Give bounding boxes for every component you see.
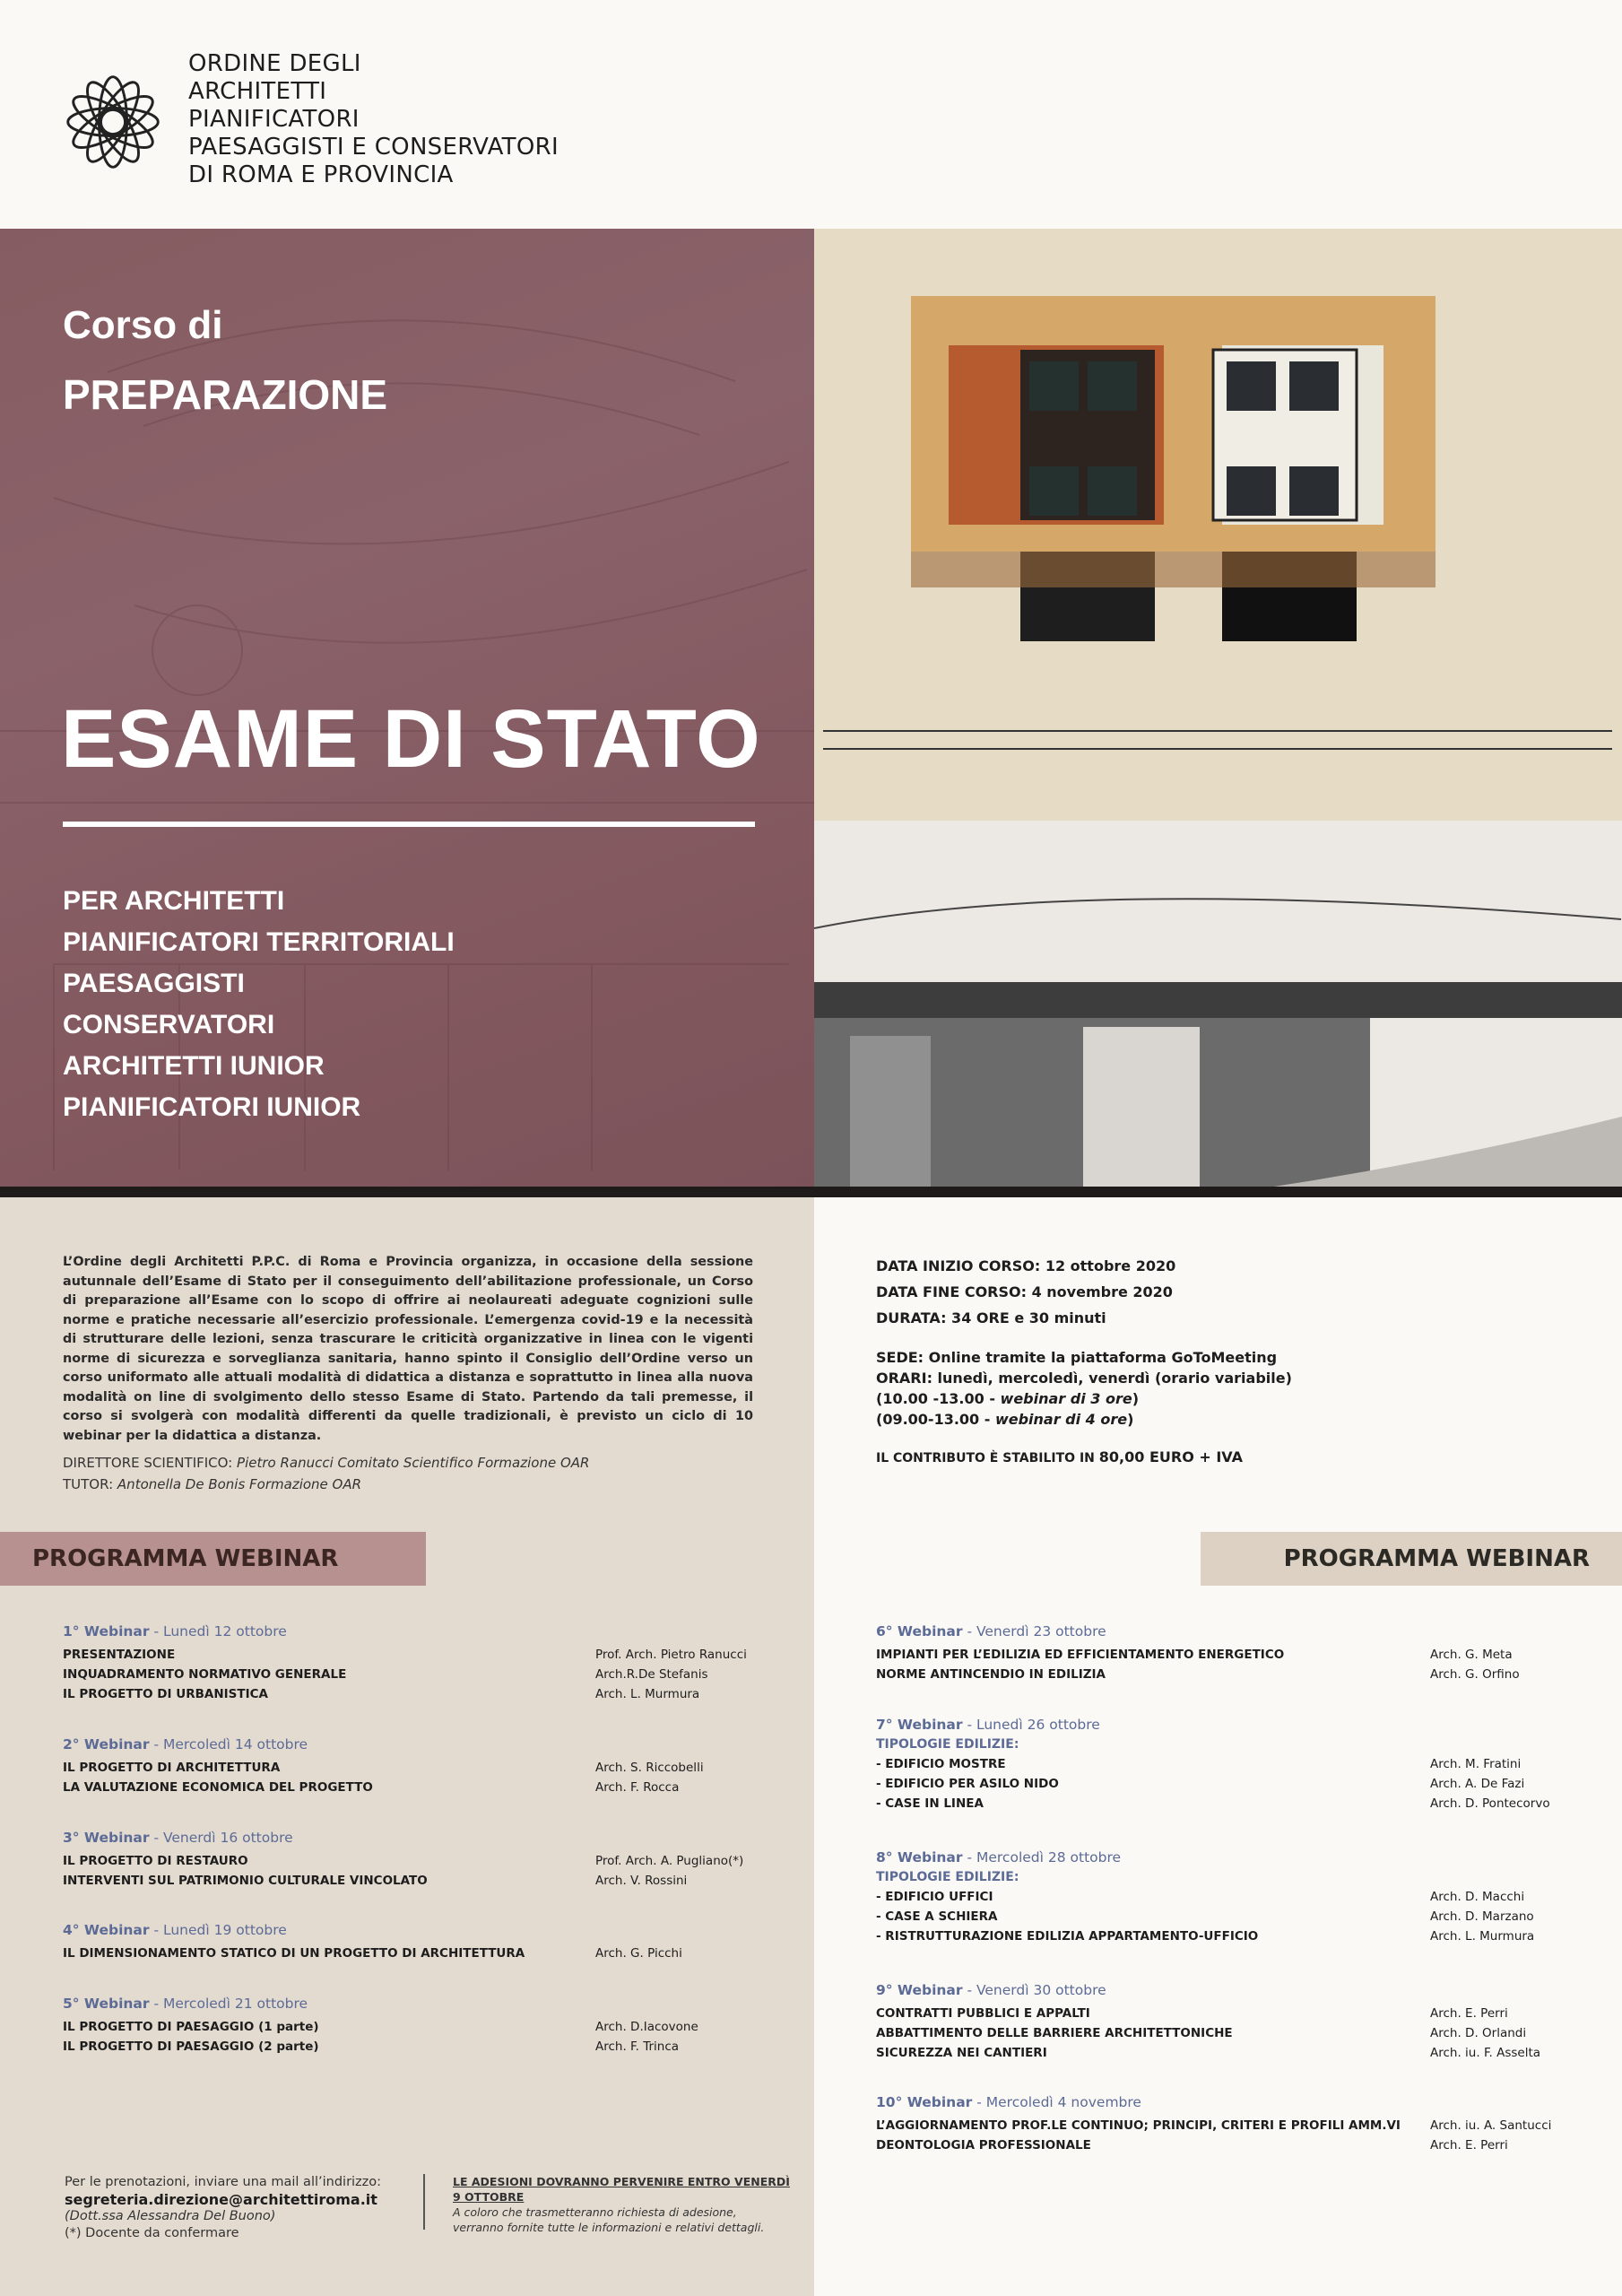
table-row: IL PROGETTO DI ARCHITETTURA Arch. S. Riccobelli <box>63 1761 704 1775</box>
audience-item: PAESAGGISTI <box>63 969 245 998</box>
webinar-block: 1° Webinar - Lunedì 12 ottobre PRESENTAZIONE Prof. Arch. Pietro Ranucci INQUADRAMENTO NORMATIVO GENERALE Arch.R.De Stefanis IL PROGETTO DI URBANISTICA Arch. L. Murmura <box>63 1623 753 1704</box>
table-row: IL PROGETTO DI PAESAGGIO (1 parte) Arch. D.Iacovone <box>63 2020 698 2034</box>
table-row: NORME ANTINCENDIO IN EDILIZIA Arch. G. Orfino <box>876 1667 1520 1682</box>
table-row: DEONTOLOGIA PROFESSIONALE Arch. E. Perri <box>876 2138 1508 2152</box>
audience-item: PER ARCHITETTI <box>63 886 285 916</box>
webinar-block: 8° Webinar - Mercoledì 28 ottobre TIPOLOGIE EDILIZIE: - EDIFICIO UFFICI Arch. D. Macchi - CASE A SCHIERA Arch. D. Marzano - RISTRUTTURAZIONE EDILIZIA APPARTAMENTO-UFFICIO Arch. L. Murmura <box>876 1849 1557 1946</box>
table-row: - EDIFICIO UFFICI Arch. D. Macchi <box>876 1890 1525 1904</box>
audience-item: CONSERVATORI <box>63 1010 275 1039</box>
tutor-value: Antonella De Bonis Formazione OAR <box>117 1476 362 1492</box>
subheading: TIPOLOGIE EDILIZIE: <box>876 1737 1019 1752</box>
table-row: - CASE A SCHIERA Arch. D. Marzano <box>876 1909 1534 1924</box>
table-row: - CASE IN LINEA Arch. D. Pontecorvo <box>876 1796 1550 1811</box>
table-row: - EDIFICIO MOSTRE Arch. M. Fratini <box>876 1757 1522 1771</box>
webinar-block: 9° Webinar - Venerdì 30 ottobre CONTRATTI PUBBLICI E APPALTI Arch. E. Perri ABBATTIMENTO DELLE BARRIERE ARCHITETTONICHE Arch. D. Orlandi SICUREZZA NEI CANTIERI Arch. iu. F. Asselta <box>876 1982 1557 2063</box>
course-subtitle: PREPARAZIONE <box>63 371 388 418</box>
org-line: PIANIFICATORI <box>188 106 360 133</box>
facade-drawing-image <box>814 229 1622 821</box>
director-label: DIRETTORE SCIENTIFICO: <box>63 1455 233 1471</box>
table-row: - EDIFICIO PER ASILO NIDO Arch. A. De Fazi <box>876 1777 1525 1791</box>
org-line: PAESAGGISTI E CONSERVATORI <box>188 134 559 161</box>
webinar-block: 3° Webinar - Venerdì 16 ottobre IL PROGETTO DI RESTAURO Prof. Arch. A. Pugliano(*) INTERVENTI SUL PATRIMONIO CULTURALE VINCOLATO Arch. V. Rossini <box>63 1830 753 1891</box>
table-row: CONTRATTI PUBBLICI E APPALTI Arch. E. Perri <box>876 2006 1508 2021</box>
webinar-block: 7° Webinar - Lunedì 26 ottobre TIPOLOGIE EDILIZIE: - EDIFICIO MOSTRE Arch. M. Fratini - EDIFICIO PER ASILO NIDO Arch. A. De Fazi - CASE IN LINEA Arch. D. Pontecorvo <box>876 1717 1557 1813</box>
end-date: DATA FINE CORSO: 4 novembre 2020 <box>876 1283 1173 1300</box>
tutor-label: TUTOR: <box>63 1476 114 1492</box>
header <box>0 0 1622 229</box>
table-row: L’AGGIORNAMENTO PROF.LE CONTINUO; PRINCIPI, CRITERI E PROFILI AMM.VI Arch. iu. A. Santucci <box>876 2118 1552 2133</box>
org-line: ORDINE DEGLI <box>188 50 361 77</box>
start-date: DATA INIZIO CORSO: 12 ottobre 2020 <box>876 1257 1176 1274</box>
audience-item: PIANIFICATORI TERRITORIALI <box>63 927 455 957</box>
director-value: Pietro Ranucci Comitato Scientifico Formazione OAR <box>237 1455 590 1471</box>
subheading: TIPOLOGIE EDILIZIE: <box>876 1870 1019 1884</box>
duration: DURATA: 34 ORE e 30 minuti <box>876 1309 1106 1326</box>
table-row: IL PROGETTO DI PAESAGGIO (2 parte) Arch. F. Trinca <box>63 2039 680 2054</box>
table-row: - RISTRUTTURAZIONE EDILIZIA APPARTAMENTO-UFFICIO Arch. L. Murmura <box>876 1929 1535 1944</box>
venue: SEDE: Online tramite la piattaforma GoToMeeting <box>876 1349 1278 1366</box>
program-banner-right: PROGRAMMA WEBINAR <box>1201 1532 1622 1586</box>
webinar-block: 10° Webinar - Mercoledì 4 novembre L’AGGIORNAMENTO PROF.LE CONTINUO; PRINCIPI, CRITERI E PROFILI AMM.VI Arch. iu. A. Santucci DEONTOLOGIA PROFESSIONALE Arch. E. Perri <box>876 2094 1557 2155</box>
booking-info: Per le prenotazioni, inviare una mail all’indirizzo: segreteria.direzione@architettiroma.it (Dott.ssa Alessandra Del Buono) (*) Docente da confermare <box>65 2175 382 2240</box>
schedule-option: (10.00 -13.00 - webinar di 3 ore) <box>876 1390 1140 1407</box>
webinar-block: 5° Webinar - Mercoledì 21 ottobre IL PROGETTO DI PAESAGGIO (1 parte) Arch. D.Iacovone IL PROGETTO DI PAESAGGIO (2 parte) Arch. F. Trinca <box>63 1996 753 2057</box>
audience-list <box>63 881 455 1128</box>
schedule: ORARI: lunedì, mercoledì, venerdì (orario variabile) <box>876 1370 1292 1387</box>
hero-banner <box>0 229 1622 1197</box>
page-title: ESAME DI STATO <box>61 693 761 785</box>
table-row: INQUADRAMENTO NORMATIVO GENERALE Arch.R.De Stefanis <box>63 1667 708 1682</box>
table-row: IL PROGETTO DI RESTAURO Prof. Arch. A. Pugliano(*) <box>63 1854 744 1868</box>
deadline-info: LE ADESIONI DOVRANNO PERVENIRE ENTRO VENERDÌ 9 OTTOBRE A coloro che trasmetteranno richiesta di adesione, verranno fornite tutte le informazioni e relativi dettagli. <box>453 2175 790 2234</box>
divider-strip <box>0 1187 1622 1197</box>
building-section-sketch <box>814 821 1622 1197</box>
table-row: IL DIMENSIONAMENTO STATICO DI UN PROGETTO DI ARCHITETTURA Arch. G. Picchi <box>63 1946 682 1961</box>
webinar-block: 4° Webinar - Lunedì 19 ottobre IL DIMENSIONAMENTO STATICO DI UN PROGETTO DI ARCHITETTURA Arch. G. Picchi <box>63 1922 753 1963</box>
intro-paragraph: L’Ordine degli Architetti P.P.C. di Roma e Provincia organizza, in occasione della sessione autunnale dell’Esame di Stato per il conseguimento dell’abilitazione professionale, un Corso di preparazione all’Esame con lo scopo di offrire ai neolaureati adeguate cognizioni sulle norme e pratiche necessarie all’esercizio professionale. L’emergenza covid-19 e la necessità di strutturare delle lezioni, senza trascurare le criticità organizzative in linea con le vigenti norme di sicurezza e sorveglianza sanitaria, hanno spinto il Consiglio dell’Ordine verso un corso uniformato alle attuali modalità di didattica a distanza e soprattutto in linea alla nuova modalità on line di svolgimento dello stesso Esame di Stato. Partendo da tali premesse, il corso si svolgerà con modalità differenti da quelle tradizionali, è previsto un ciclo di 10 webinar per la didattica a distanza. <box>63 1255 753 1443</box>
footer-divider <box>423 2174 425 2230</box>
program-banner-left: PROGRAMMA WEBINAR <box>0 1532 426 1586</box>
title-underline <box>63 822 755 827</box>
table-row: ABBATTIMENTO DELLE BARRIERE ARCHITETTONICHE Arch. D. Orlandi <box>876 2026 1527 2040</box>
course-info <box>876 1253 1292 1472</box>
table-row: IL PROGETTO DI URBANISTICA Arch. L. Murmura <box>63 1687 700 1701</box>
table-row: IMPIANTI PER L’EDILIZIA ED EFFICIENTAMENTO ENERGETICO Arch. G. Meta <box>876 1648 1513 1662</box>
table-row: SICUREZZA NEI CANTIERI Arch. iu. F. Asselta <box>876 2046 1541 2060</box>
org-line: ARCHITETTI <box>188 78 327 105</box>
course-details <box>0 1197 1622 2296</box>
webinar-block: 2° Webinar - Mercoledì 14 ottobre IL PROGETTO DI ARCHITETTURA Arch. S. Riccobelli LA VALUTAZIONE ECONOMICA DEL PROGETTO Arch. F. Rocca <box>63 1736 753 1797</box>
contact-email[interactable]: segreteria.direzione@architettiroma.it <box>65 2191 377 2208</box>
course-label: Corso di <box>63 303 223 347</box>
table-row: LA VALUTAZIONE ECONOMICA DEL PROGETTO Arch. F. Rocca <box>63 1780 680 1795</box>
org-line: DI ROMA E PROVINCIA <box>188 161 454 188</box>
fee: IL CONTRIBUTO È STABILITO IN 80,00 EURO + IVA <box>876 1448 1243 1465</box>
organization-name <box>188 50 559 189</box>
schedule-option: (09.00-13.00 - webinar di 4 ore) <box>876 1411 1134 1428</box>
webinar-block: 6° Webinar - Venerdì 23 ottobre IMPIANTI PER L’EDILIZIA ED EFFICIENTAMENTO ENERGETICO Arch. G. Meta NORME ANTINCENDIO IN EDILIZIA Arch. G. Orfino <box>876 1623 1557 1684</box>
order-logo-icon <box>61 59 165 185</box>
staff-info <box>63 1452 589 1495</box>
table-row: PRESENTAZIONE Prof. Arch. Pietro Ranucci <box>63 1648 747 1662</box>
audience-item: ARCHITETTI IUNIOR <box>63 1051 325 1081</box>
table-row: INTERVENTI SUL PATRIMONIO CULTURALE VINCOLATO Arch. V. Rossini <box>63 1874 688 1888</box>
audience-item: PIANIFICATORI IUNIOR <box>63 1092 361 1122</box>
